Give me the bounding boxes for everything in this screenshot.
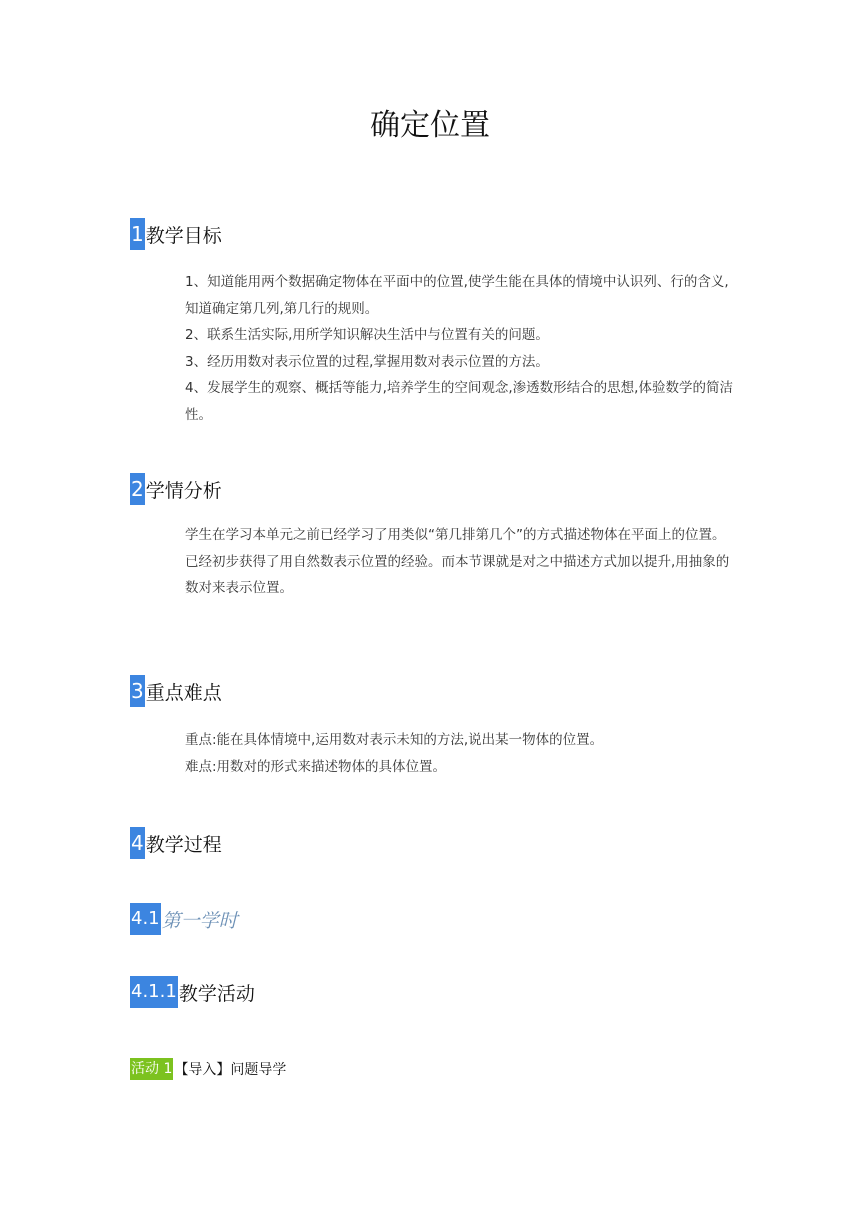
- section-heading-analysis: [130, 473, 222, 505]
- key-point-item: 重点:能在具体情境中,运用数对表示未知的方法,说出某一物体的位置。: [185, 732, 604, 748]
- activity-title: 【导入】问题导学: [174, 1062, 287, 1078]
- section-number: 3: [130, 675, 145, 707]
- section-heading-process: [130, 827, 222, 859]
- section-title: 教学目标: [145, 224, 222, 247]
- section-number: 4: [130, 827, 145, 859]
- section-title: 教学过程: [145, 833, 222, 856]
- objective-item: 2、联系生活实际,用所学知识解决生活中与位置有关的问题。: [185, 327, 549, 343]
- key-point-item: 难点:用数对的形式来描述物体的具体位置。: [185, 758, 447, 775]
- subsubsection-heading: [130, 976, 255, 1008]
- activity-tag: 活动 1: [130, 1058, 173, 1080]
- subsubsection-number: 4.1.1: [130, 976, 178, 1008]
- objective-item: 4、发展学生的观察、概括等能力,培养学生的空间观念,渗透数形结合的思想,体验数学的简洁性。: [185, 380, 733, 423]
- objective-item: 3、经历用数对表示位置的过程,掌握用数对表示位置的方法。: [185, 353, 549, 370]
- objective-item: 1、知道能用两个数据确定物体在平面中的位置,使学生能在具体的情境中认识列、行的含义,知道确定第几列,第几行的规则。: [185, 274, 729, 317]
- activity-heading: [130, 1058, 286, 1080]
- page-title: 确定位置: [370, 108, 490, 143]
- section-title: 学情分析: [145, 479, 222, 502]
- key-points-body: [185, 727, 733, 780]
- objectives-body: [185, 269, 733, 428]
- subsubsection-title: 教学活动: [178, 982, 255, 1005]
- section-number: 1: [130, 218, 145, 250]
- section-number: 2: [130, 473, 145, 505]
- section-heading-key-points: [130, 675, 222, 707]
- subsection-heading: [130, 903, 238, 935]
- analysis-body: [185, 522, 733, 602]
- section-title: 重点难点: [145, 681, 222, 704]
- analysis-paragraph: 学生在学习本单元之前已经学习了用类似“第几排第几个”的方式描述物体在平面上的位置。已经初步获得了用自然数表示位置的经验。而本节课就是对之中描述方式加以提升,用抽象的数对来表示位置。: [185, 527, 730, 596]
- subsection-number: 4.1: [130, 903, 161, 935]
- section-heading-objectives: [130, 218, 222, 250]
- subsection-title: 第一学时: [161, 909, 238, 932]
